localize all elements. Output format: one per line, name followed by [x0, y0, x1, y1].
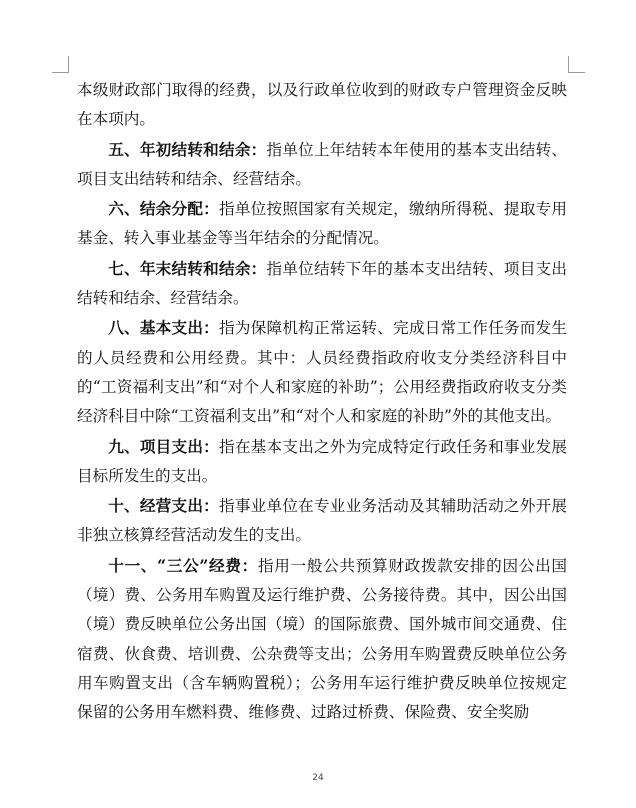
paragraph-text: 指为保障机构正常运转、完成日常工作任务而发生的人员经费和公用经费。其中：人员经费指政府收支分类经济科目中的“工资福利支出”和“对个人和家庭的补助”；公用经费指政府收支分类经济科目中除“工资福利支出”和“对个人和家庭的补助”外的其他支出。	[77, 319, 567, 426]
paragraph-text: 本级财政部门取得的经费，以及行政单位收到的财政专户管理资金反映在本项内。	[77, 81, 567, 129]
paragraph-heading: 十一、“三公”经费：	[108, 555, 258, 575]
paragraph-heading: 九、项目支出：	[108, 436, 219, 456]
paragraph-project-expenditure	[77, 432, 567, 492]
crop-mark-top-left	[52, 56, 69, 73]
paragraph-text: 指单位上年结转本年使用的基本支出结转、项目支出结转和结余、经营结余。	[77, 140, 567, 188]
paragraph-year-end-balance	[77, 254, 567, 314]
paragraph-text: 指在基本支出之外为完成特定行政任务和事业发展目标所发生的支出。	[77, 437, 567, 485]
page-number: 24	[312, 773, 324, 783]
body-text	[77, 76, 567, 728]
paragraph-text: 指单位按照国家有关规定，缴纳所得税、提取专用基金、转入事业基金等当年结余的分配情况。	[77, 200, 567, 248]
paragraph-text: 指单位结转下年的基本支出结转、项目支出结转和结余、经营结余。	[77, 259, 567, 308]
paragraph-continuation	[77, 76, 567, 135]
paragraph-surplus-distribution	[77, 194, 567, 254]
paragraph-operating-expenditure	[77, 491, 567, 551]
paragraph-text: 指事业单位在专业业务活动及其辅助活动之外开展非独立核算经营活动发生的支出。	[77, 497, 567, 545]
paragraph-heading: 八、基本支出：	[108, 318, 219, 338]
paragraph-text: 指用一般公共预算财政拨款安排的因公出国（境）费、公务用车购置及运行维护费、公务接待费。其中，因公出国（境）费反映单位公务出国（境）的国际旅费、国外城市间交通费、住宿费、伙食费、培训费、公杂费等支出；公务用车购置费反映单位公务用车购置支出（含车辆购置税）；公务用车运行维护费反映单位按规定保留的公务用车燃料费、维修费、过路过桥费、保险费、安全奖励	[77, 556, 567, 722]
paragraph-heading: 十、经营支出：	[108, 496, 219, 516]
paragraph-three-public-expenses	[77, 551, 567, 728]
paragraph-basic-expenditure	[77, 313, 567, 431]
paragraph-heading: 五、年初结转和结余：	[108, 139, 267, 159]
paragraph-heading: 六、结余分配：	[108, 199, 219, 219]
crop-mark-top-right	[568, 56, 585, 73]
paragraph-heading: 七、年末结转和结余：	[108, 258, 267, 278]
paragraph-carryover-balance	[77, 135, 567, 195]
